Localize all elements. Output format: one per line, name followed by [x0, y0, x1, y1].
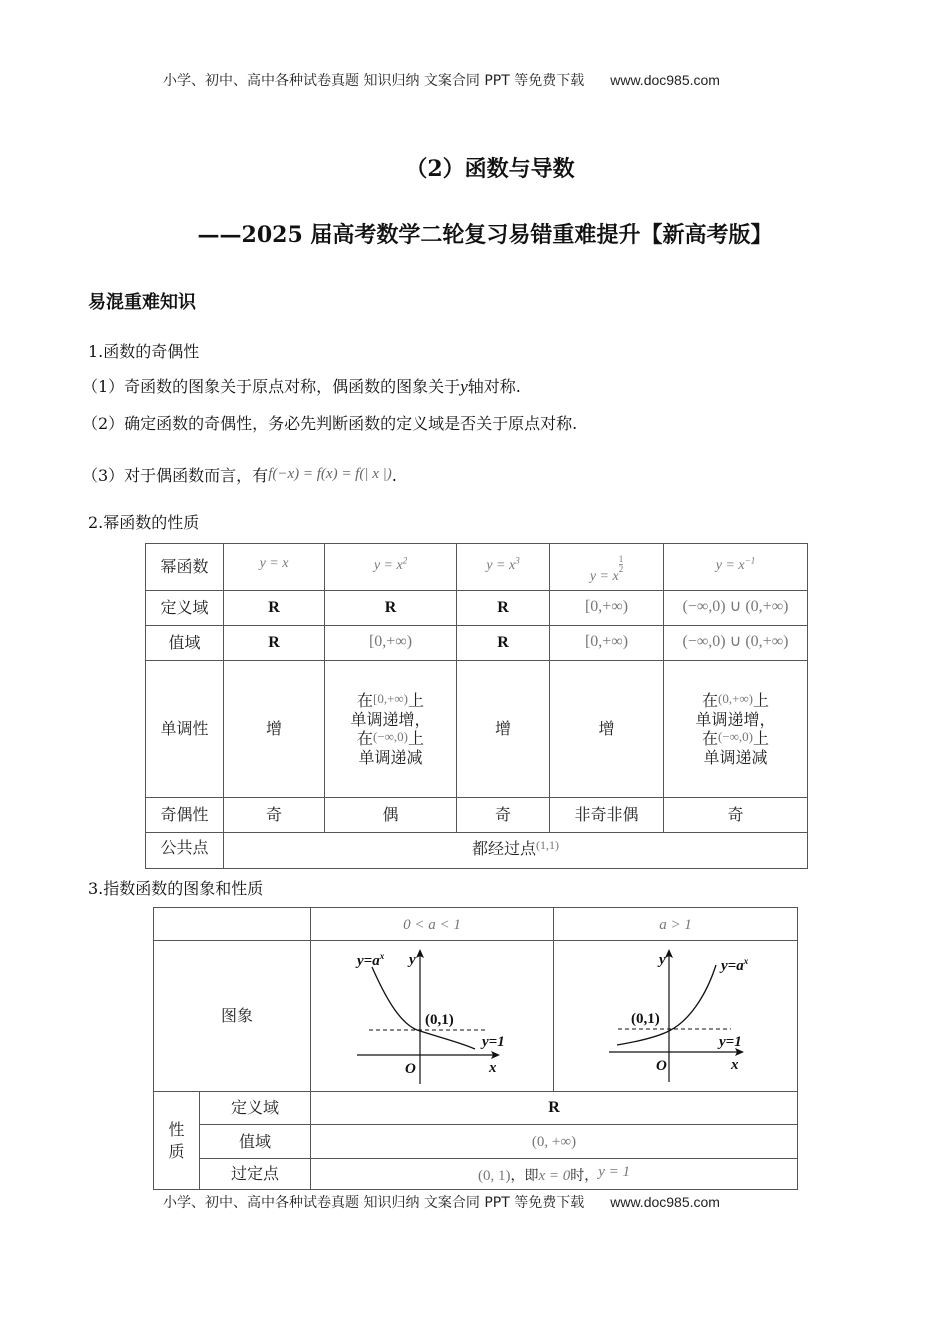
cell: 增 [457, 661, 550, 798]
table-row [154, 941, 798, 1092]
empty-header-cell [154, 908, 311, 941]
cell: [0,+∞) [550, 591, 664, 626]
case-header-1 [311, 908, 554, 941]
row-label-monotonicity: 单调性 [146, 661, 224, 798]
function-y-inverse-x: $y = x^{-1}$ [664, 544, 808, 591]
parity-item-3-text: （3）对于偶函数而言，有 [82, 466, 269, 485]
text: 时， [570, 1168, 599, 1184]
text: 质 [168, 1141, 185, 1161]
text: 在 [701, 690, 718, 710]
x-axis-label: x [730, 1057, 738, 1073]
watermark-text: 小学、初中、高中各种试卷真题 知识归纳 文案合同 PPT 等免费下载 [163, 1195, 585, 1211]
origin-label: O [405, 1061, 416, 1077]
watermark-url[interactable]: www.doc985.com [610, 72, 720, 88]
property-domain-value: R [311, 1092, 798, 1125]
decreasing-exponential-graph [317, 946, 547, 1086]
asymptote-label: y=1 [482, 1034, 505, 1050]
header-label: 幂函数 [146, 544, 224, 591]
graph-increasing [554, 941, 798, 1092]
cell: (−∞,0) ∪ (0,+∞) [664, 591, 808, 626]
case-label: a > 1 [659, 917, 692, 933]
cell: 非奇非偶 [550, 798, 664, 833]
table-row [154, 1092, 798, 1125]
table-row [146, 661, 808, 798]
text: 在 [701, 729, 718, 748]
row-label-domain: 定义域 [146, 591, 224, 626]
case-header-2 [554, 908, 798, 941]
text: 上 [753, 729, 770, 748]
cell: R [325, 591, 457, 626]
property-range-label: 值域 [200, 1125, 311, 1159]
cell: 奇 [457, 798, 550, 833]
table-row [154, 908, 798, 941]
parity-item-1-text: （1）奇函数的图象关于原点对称，偶函数的图象关于 [82, 377, 461, 396]
var-y: y [460, 377, 468, 396]
y-value: y = 1 [598, 1164, 631, 1180]
text: 单调递减 [703, 748, 768, 768]
curve-label: $y=a^x$ [357, 951, 385, 969]
row-label-common-point: 公共点 [146, 833, 224, 869]
y-axis-label: y [409, 952, 416, 968]
cell: [0,+∞) [325, 626, 457, 661]
increasing-exponential-graph [561, 946, 791, 1086]
interval: (−∞,0) [372, 729, 408, 744]
power-heading: 2.幂函数的性质 [88, 513, 200, 532]
properties-label [154, 1092, 200, 1190]
property-fixed-point-value [311, 1159, 798, 1190]
text: 单调递增， [350, 709, 431, 729]
cell: R [224, 591, 325, 626]
table-row [146, 626, 808, 661]
graph-label: 图象 [154, 941, 311, 1092]
cell: R [224, 626, 325, 661]
text: 上 [408, 690, 425, 710]
cell: R [457, 591, 550, 626]
point: (1,1) [536, 838, 559, 852]
asymptote-label: y=1 [718, 1034, 742, 1050]
header-watermark [163, 70, 720, 90]
function-y-x3: $y = x^3$ [457, 544, 550, 591]
cell: 增 [224, 661, 325, 798]
property-range-value: (0, +∞) [311, 1125, 798, 1159]
parity-item-1-suffix: 轴对称. [467, 377, 521, 396]
text: 单调递增， [695, 709, 776, 729]
cell: 增 [550, 661, 664, 798]
interval: (−∞,0) [717, 729, 753, 744]
watermark-text: 小学、初中、高中各种试卷真题 知识归纳 文案合同 PPT 等免费下载 [163, 73, 585, 89]
property-fixed-point-label: 过定点 [200, 1159, 311, 1190]
power-function-table [145, 543, 808, 869]
page-subtitle: ——2025 届高考数学二轮复习易错重难提升【新高考版】 [197, 222, 773, 248]
interval: (0,+∞) [717, 690, 753, 706]
table-row [146, 798, 808, 833]
function-y-x2: $y = x^2$ [325, 544, 457, 591]
point-label: (0,1) [630, 1011, 660, 1027]
cell-monotonic-inverse [664, 661, 808, 798]
table-row [154, 1125, 798, 1159]
cell: [0,+∞) [550, 626, 664, 661]
row-label-parity: 奇偶性 [146, 798, 224, 833]
function-y-x: y = x [224, 544, 325, 591]
parity-item-2: （2）确定函数的奇偶性，务必先判断函数的定义域是否关于原点对称. [82, 414, 578, 433]
text: 在 [356, 690, 373, 710]
exponential-function-table [153, 907, 798, 1190]
x-axis-label: x [489, 1060, 497, 1076]
cell-monotonic-x2 [325, 661, 457, 798]
cell: 偶 [325, 798, 457, 833]
table-row [146, 544, 808, 591]
table-row [146, 591, 808, 626]
cell: R [457, 626, 550, 661]
parity-item-3 [82, 463, 397, 486]
common-point-cell [224, 833, 808, 869]
row-label-range: 值域 [146, 626, 224, 661]
watermark-url[interactable]: www.doc985.com [610, 1194, 720, 1210]
origin-label: O [655, 1058, 667, 1074]
footer-watermark [163, 1192, 720, 1212]
text: 性 [168, 1119, 185, 1139]
section-heading: 易混重难知识 [88, 292, 196, 313]
cell: 奇 [664, 798, 808, 833]
interval: [0,+∞) [372, 690, 408, 706]
text: ，即 [510, 1168, 539, 1184]
table-row [154, 1159, 798, 1190]
text: 上 [408, 729, 425, 748]
even-function-formula: f(−x) = f(x) = f(| x |) [268, 466, 392, 482]
point: (0, 1) [477, 1168, 511, 1184]
y-axis-label: y [658, 952, 666, 968]
function-y-sqrt-x: y = x $\frac{1}{2}$ [550, 544, 664, 591]
property-domain-label: 定义域 [200, 1092, 311, 1125]
cell: (−∞,0) ∪ (0,+∞) [664, 626, 808, 661]
graph-decreasing [311, 941, 554, 1092]
table-row [146, 833, 808, 869]
curve-label: $y=a^x$ [720, 956, 748, 974]
period: . [391, 466, 397, 485]
parity-item-1 [82, 374, 521, 397]
cell: 奇 [224, 798, 325, 833]
exponential-heading: 3.指数函数的图象和性质 [88, 879, 264, 898]
case-label: 0 < a < 1 [403, 917, 461, 933]
text: 单调递减 [358, 748, 423, 768]
text: 都经过点 [471, 839, 536, 858]
x-condition: x = 0 [538, 1168, 571, 1184]
point-label: (0,1) [425, 1012, 454, 1028]
text: 上 [753, 690, 770, 710]
parity-heading: 1.函数的奇偶性 [88, 342, 200, 361]
text: 在 [356, 729, 373, 748]
page-title: （2）函数与导数 [405, 156, 575, 182]
